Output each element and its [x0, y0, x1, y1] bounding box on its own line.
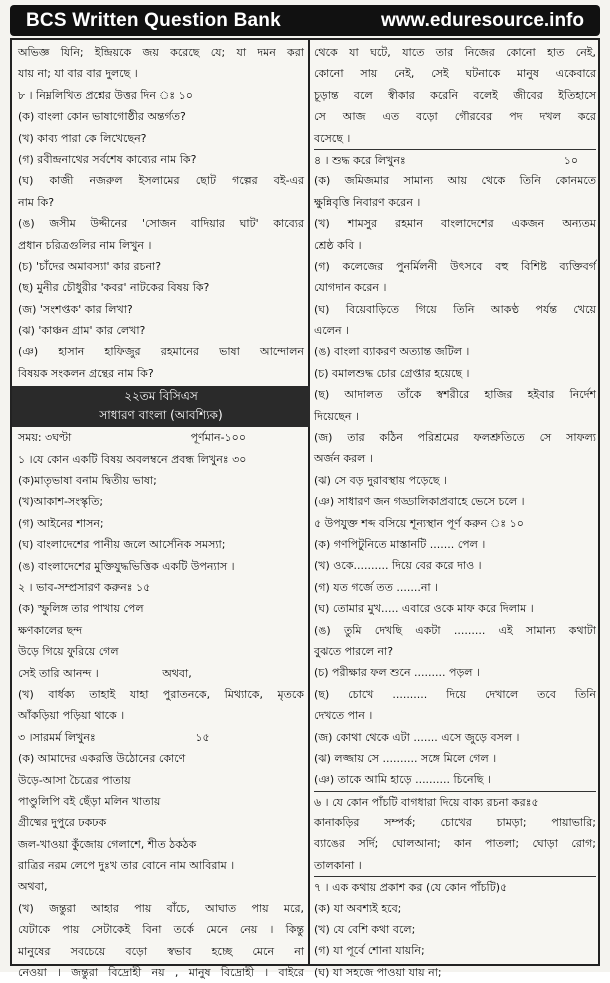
- poem-line: (ক) আমাদের একরত্তি উঠোনের কোণে: [18, 752, 186, 766]
- text-line: যায় না; যা বার বার দুলছে ।: [18, 67, 138, 81]
- question-item: (ক) জমিজমার সামান্য আয় থেকে তিনি কোনমতে: [314, 174, 596, 188]
- question-item: (খ) কাব্য পারা কে লিখেছেন?: [18, 131, 147, 145]
- header-banner: [10, 5, 600, 36]
- poem-line: উড়ে-আসা চৈত্রের পাতায়: [18, 773, 131, 787]
- poem-line: সেই তারি আনন্দ ।: [18, 666, 99, 680]
- or-label: অথবা,: [18, 880, 48, 894]
- poem-line: উড়ে গিয়ে ফুরিয়ে গেল: [18, 645, 119, 659]
- question-item: (ঞ) সাধারণ জন গড্ডালিকাপ্রবাহে ভেসে চলে ।: [314, 495, 525, 509]
- question-heading: ২ । ভাব-সম্প্রসারণ করুনঃ ১৫: [18, 580, 151, 594]
- left-column: [18, 42, 304, 983]
- exam-subject: সাধারণ বাংলা (আবশ্যিক): [99, 408, 223, 423]
- question-item: (ঝ) লজ্জায় সে .......... সঙ্গে মিলে গেল ।: [314, 751, 497, 765]
- question-item: (ঘ) কাজী নজরুল ইসলামের ছোট গল্পের বই-এর: [18, 174, 304, 188]
- question-item: এলেন ।: [314, 324, 349, 338]
- exam-title: ২২তম বিসিএস: [124, 389, 198, 404]
- question-heading: ৩ ।সারমর্ম লিখুনঃ: [18, 730, 96, 744]
- text-line: অভিজ্ঞ যিনি; ইন্দ্রিয়কে জয় করেছে যে; যা দমন করা: [18, 46, 304, 59]
- question-item: (জ) কোথা থেকে এটা ....... এসে জুড়ে বসল ।: [314, 730, 520, 744]
- question-heading: ৪ । শুদ্ধ করে লিখুনঃ: [314, 153, 406, 167]
- question-item: (ঞ) হাসান হাফিজুর রহমানের ভাষা আন্দোলন: [18, 345, 304, 359]
- question-item: (চ) বমালশুদ্ধ চোর গ্রেপ্তার হয়েছে ।: [314, 366, 470, 380]
- banner-title: BCS Written Question Bank: [26, 9, 281, 31]
- question-item: (ছ) চোখে .......... দিয়ে দেখালে তবে তিনি: [314, 687, 596, 701]
- poem-line: গ্রীষ্মের দুপুরে ঢকঢক: [18, 816, 107, 830]
- question-item: (ঙ) বাংলাদেশের মুক্তিযুদ্ধভিত্তিক একটি উপন্যাস ।: [18, 559, 235, 573]
- question-item: (ঘ) তোমার মুখ..... এবারে ওকে মাফ করে দিলাম ।: [314, 602, 534, 616]
- question-item: দিয়েছেন ।: [314, 409, 359, 423]
- or-label: অথবা,: [162, 666, 192, 680]
- question-item: প্রধান চরিত্রগুলির নাম লিখুন ।: [18, 238, 152, 252]
- question-item: (গ) রবীন্দ্রনাথের সর্বশেষ কাব্যের নাম কি?: [18, 152, 197, 166]
- question-item: (ক) যা অবশ্যই হবে;: [314, 901, 402, 915]
- question-item: (ক) বাংলা কোন ভাষাগোষ্ঠীর অন্তর্গত?: [18, 110, 186, 124]
- question-heading-row: [18, 727, 304, 748]
- question-item: (ঝ) সে বড় দুরাবস্থায় পড়েছে ।: [314, 473, 447, 487]
- question-item: (গ) কলেজের পুনর্মিলনী উৎসবে বহু বিশিষ্ট ব্যক্তিবর্গ: [314, 259, 596, 273]
- question-item: (খ)আকাশ-সংস্কৃতি;: [18, 495, 104, 509]
- question-heading-row: [314, 149, 596, 170]
- question-item: (চ) পরীক্ষার ফল শুনে ......... পড়ল ।: [314, 666, 480, 680]
- question-item: অর্জন করল ।: [314, 452, 373, 466]
- question-heading: ৭ । এক কথায় প্রকাশ কর (যে কোন পাঁচটি)৫: [314, 876, 596, 897]
- question-item: নাম কি?: [18, 195, 55, 209]
- question-heading: ১ ।যে কোন একটি বিষয় অবলম্বনে প্রবন্ধ লিখুনঃ ৩০: [18, 452, 247, 466]
- question-heading: ৫ উপযুক্ত শব্দ বসিয়ে শূন্যস্থান পূর্ণ করুন ঃ ১০: [314, 516, 524, 530]
- question-item: বুঝতে পারলে না?: [314, 644, 394, 658]
- question-item: (খ) ওকে.......... দিয়ে বের করে দাও ।: [314, 559, 482, 573]
- question-heading: ৬ । যে কোন পাঁচটি বাগধারা দিয়ে বাক্য রচনা করঃ৫: [314, 791, 596, 812]
- question-item: (জ) তার কঠিন পরিশ্রমের ফলশ্রুতিতে সে সাফল্য: [314, 431, 596, 445]
- text-line: ব্যাঙের সর্দি; ঘোলআনা; কান পাতলা; ঘোড়া রোগ;: [314, 837, 596, 851]
- question-item: (ঙ) তুমি দেখছি একটা ......... এই সামান্য কথাটা: [314, 623, 596, 637]
- banner-website: www.eduresource.info: [380, 9, 584, 31]
- question-marks: ১৫: [195, 730, 210, 744]
- poem-line: রাত্রির নরম লেপে দুঃখ তার বোনে নাম আবিরাম ।: [18, 859, 235, 873]
- poem-line-row: [18, 663, 304, 684]
- question-item: (গ) যা পূর্বে শোনা যায়নি;: [314, 944, 425, 958]
- text-line: আঁকড়িয়া পড়িয়া থাকে ।: [18, 709, 125, 723]
- question-marks: ১০: [563, 153, 578, 167]
- text-line: থেকে যা ঘটে, যাতে তার নিজের কোনো হাত নেই,: [314, 46, 596, 59]
- question-item: (চ) 'চাঁদের অমাবস্যা' কার রচনা?: [18, 259, 162, 273]
- text-line: (খ) বার্ধক্য তাহাই যাহা পুরাতনকে, মিথ্যাকে, মৃতকে: [18, 687, 304, 701]
- question-item: (খ) শামসুর রহমান বাংলাদেশের একজন অন্যতম: [314, 217, 596, 231]
- question-item: (ঞ) তাকে আমি হাড়ে .......... চিনেছি ।: [314, 773, 491, 787]
- poem-line: পাণ্ডুলিপি বই ছেঁড়া মলিন খাতায়: [18, 794, 161, 808]
- question-item: (ঘ) যা সহজে পাওয়া যায় না;: [314, 965, 442, 979]
- text-line: কানাকড়ির সম্পর্ক; চোখের চামড়া; পায়াভারি;: [314, 816, 596, 830]
- text-line: নেওয়া । জন্তুরা বিদ্রোহী নয় , মানুষ বিদ্রোহী । বাইরে: [18, 966, 304, 980]
- question-heading: ৮ । নিম্নলিখিত প্রশ্নের উত্তর দিন ঃ ১০: [18, 88, 193, 102]
- exam-marks: পূর্ণমান-১০০: [190, 431, 246, 445]
- content-frame: [10, 38, 600, 980]
- question-item: (ঝ) 'কাঞ্চন গ্রাম' কার লেখা?: [18, 324, 146, 338]
- poem-line: জল-খাওয়া কুঁজোয় গেলাশে, শীত ঠকঠক: [18, 837, 197, 851]
- question-item: (ছ) মুনীর চৌধুরীর 'কবর' নাটকের বিষয় কি?: [18, 281, 210, 295]
- question-item: (ছ) আদালত তাঁকে স্বশরীরে হাজির হইবার নির্দেশ: [314, 388, 596, 402]
- text-line: (খ) জন্তুরা আহার পায় বাঁচে, আঘাত পায় মরে,: [18, 901, 304, 915]
- right-column: [314, 42, 596, 983]
- question-item: (গ) যত গর্জে তত .......না ।: [314, 580, 439, 594]
- question-item: (ক)মাতৃভাষা বনাম দ্বিতীয় ভাষা;: [18, 474, 157, 488]
- text-line: সে আজ এত বড়ো গৌরবের পদ দখল করে: [314, 110, 596, 124]
- text-line: যেটাকে পায় সেটাকেই বিনা তর্কে মেনে নেয় । কিন্তু: [18, 923, 304, 937]
- text-line: তালকানা ।: [314, 858, 362, 872]
- poem-line: (ক) স্ফুলিঙ্গ তার পাখায় পেল: [18, 602, 144, 616]
- text-line: মানুষের সবচেয়ে বড়ো স্বভাব হচ্ছে মেনে না: [18, 944, 304, 958]
- exam-section-header: [12, 386, 310, 427]
- question-item: ক্ষুন্নিবৃত্তি নিবারণ করেন ।: [314, 195, 421, 209]
- question-item: বিষয়ক সংকলন গ্রন্থের নাম কি?: [18, 366, 154, 380]
- question-item: (ঙ) জসীম উদ্দীনের 'সোজন বাদিয়ার ঘাট' কাব্যের: [18, 217, 304, 231]
- question-item: (গ) আইনের শাসন;: [18, 516, 104, 530]
- question-item: (ঙ) বাংলা ব্যাকরণ অত্যান্ত জটিল ।: [314, 345, 470, 359]
- exam-meta-row: [18, 427, 304, 448]
- question-item: (ঘ) বিয়েবাড়িতে গিয়ে তিনি আকণ্ঠ পর্যন্ত খেয়ে: [314, 302, 596, 316]
- question-item: (জ) 'সংশপ্তক' কার লিখা?: [18, 302, 133, 316]
- text-line: কোনো সায় নেই, সেই ঘটনাকে মানুষ একেবারে: [314, 67, 596, 81]
- text-line: চূড়ান্ত বলে স্বীকার করেনি বলেই জীবের ইতিহাসে: [314, 88, 596, 102]
- column-divider: [308, 40, 310, 964]
- question-item: (খ) যে বেশি কথা বলে;: [314, 923, 416, 937]
- exam-time: সময়: ৩ঘণ্টা: [18, 431, 72, 445]
- question-item: (ঘ) বাংলাদেশের পানীয় জলে আর্সেনিক সমস্যা;: [18, 538, 226, 552]
- question-item: দেখতে পান ।: [314, 709, 373, 723]
- text-line: বসেছে ।: [314, 131, 351, 145]
- question-item: শ্রেষ্ঠ কবি ।: [314, 238, 362, 252]
- question-item: (ক) গণপিটুনিতে মাস্তানটি ....... পেল ।: [314, 537, 486, 551]
- question-item: যোগদান করেন ।: [314, 281, 387, 295]
- poem-line: ক্ষণকালের ছন্দ: [18, 623, 83, 637]
